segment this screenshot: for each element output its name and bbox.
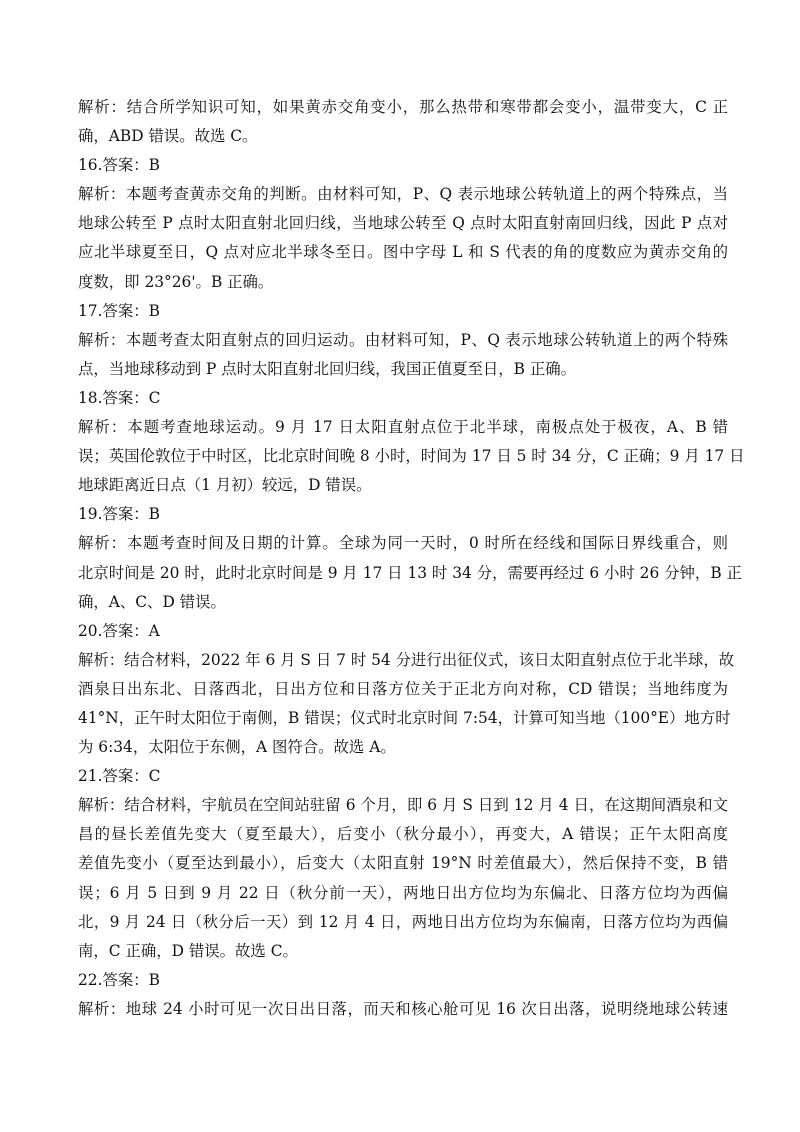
answer-heading: 22.答案：B bbox=[78, 970, 160, 989]
text-line: 为 6:34，太阳位于东侧，A 图符合。故选 A。 bbox=[78, 738, 396, 757]
text-line: 确，A、C、D 错误。 bbox=[78, 592, 226, 611]
text-line: 北京时间是 20 时，此时北京时间是 9 月 17 日 13 时 34 分，需要再经过 6 小时 26 分钟，B 正 bbox=[78, 563, 742, 582]
text-line: 41°N，正午时太阳位于南侧，B 错误；仪式时北京时间 7:54，计算可知当地（100°E）地方时 bbox=[78, 708, 731, 727]
text-line: 应北半球夏至日，Q 点对应北半球冬至日。图中字母 L 和 S 代表的角的度数应为黄赤交角的 bbox=[78, 243, 728, 262]
text-line: 解析：结合材料，2022 年 6 月 S 日 7 时 54 分进行出征仪式，该日太阳直射点位于北半球，故 bbox=[78, 650, 735, 669]
text-line: 酒泉日出东北、日落西北，日出方位和日落方位关于正北方向对称，CD 错误；当地纬度为 bbox=[78, 679, 728, 698]
answer-heading: 18.答案：C bbox=[78, 388, 161, 407]
answer-heading: 17.答案：B bbox=[78, 301, 160, 320]
text-line: 解析：本题考查黄赤交角的判断。由材料可知，P、Q 表示地球公转轨道上的两个特殊点，当 bbox=[78, 185, 728, 204]
text-line: 解析：结合所学知识可知，如果黄赤交角变小，那么热带和寒带都会变小，温带变大，C 正 bbox=[78, 98, 728, 116]
answer-heading: 16.答案：B bbox=[78, 156, 160, 175]
text-line: 误；英国伦敦位于中时区，比北京时间晚 8 小时，时间为 17 日 5 时 34 分，C 正确；9 月 17 日 bbox=[78, 447, 745, 466]
text-line: 南，C 正确，D 错误。故选 C。 bbox=[78, 941, 298, 960]
text-line: 差值先变小（夏至达到最小），后变大（太阳直射 19°N 时差值最大），然后保持不变，B 错 bbox=[78, 854, 728, 873]
text-line: 误；6 月 5 日到 9 月 22 日（秋分前一天），两地日出方位均为东偏北、日落方位均为西偏 bbox=[78, 883, 728, 902]
answer-explanation-text bbox=[78, 93, 745, 1024]
answer-heading: 20.答案：A bbox=[78, 621, 160, 640]
text-line: 解析：地球 24 小时可见一次日出日落，而天和核心舱可见 16 次日出落，说明绕地球公转速 bbox=[78, 999, 728, 1018]
text-line: 解析：本题考查地球运动。9 月 17 日太阳直射点位于北半球，南极点处于极夜，A、B 错 bbox=[78, 418, 728, 437]
text-line: 度数，即 23°26'。B 正确。 bbox=[78, 272, 274, 291]
text-line: 点，当地球移动到 P 点时太阳直射北回归线，我国正值夏至日，B 正确。 bbox=[78, 359, 577, 378]
answer-heading: 21.答案：C bbox=[78, 767, 161, 786]
text-line: 北，9 月 24 日（秋分后一天）到 12 月 4 日，两地日出方位均为东偏南，日落方位均为西偏 bbox=[78, 912, 728, 931]
answer-heading: 19.答案：B bbox=[78, 505, 160, 524]
text-line: 解析：本题考查时间及日期的计算。全球为同一天时，0 时所在经线和国际日界线重合，则 bbox=[78, 534, 728, 553]
text-line: 确，ABD 错误。故选 C。 bbox=[78, 127, 258, 146]
text-line: 解析：结合材料，宇航员在空间站驻留 6 个月，即 6 月 S 日到 12 月 4 日，在这期间酒泉和文 bbox=[78, 796, 728, 815]
text-line: 地球公转至 P 点时太阳直射北回归线，当地球公转至 Q 点时太阳直射南回归线，因此 P 点对 bbox=[78, 214, 728, 233]
text-line: 地球距离近日点（1 月初）较远，D 错误。 bbox=[78, 476, 372, 495]
text-line: 昌的昼长差值先变大（夏至最大），后变小（秋分最小），再变大，A 错误；正午太阳高度 bbox=[78, 825, 728, 844]
text-line: 解析：本题考查太阳直射点的回归运动。由材料可知，P、Q 表示地球公转轨道上的两个特殊 bbox=[78, 330, 728, 349]
